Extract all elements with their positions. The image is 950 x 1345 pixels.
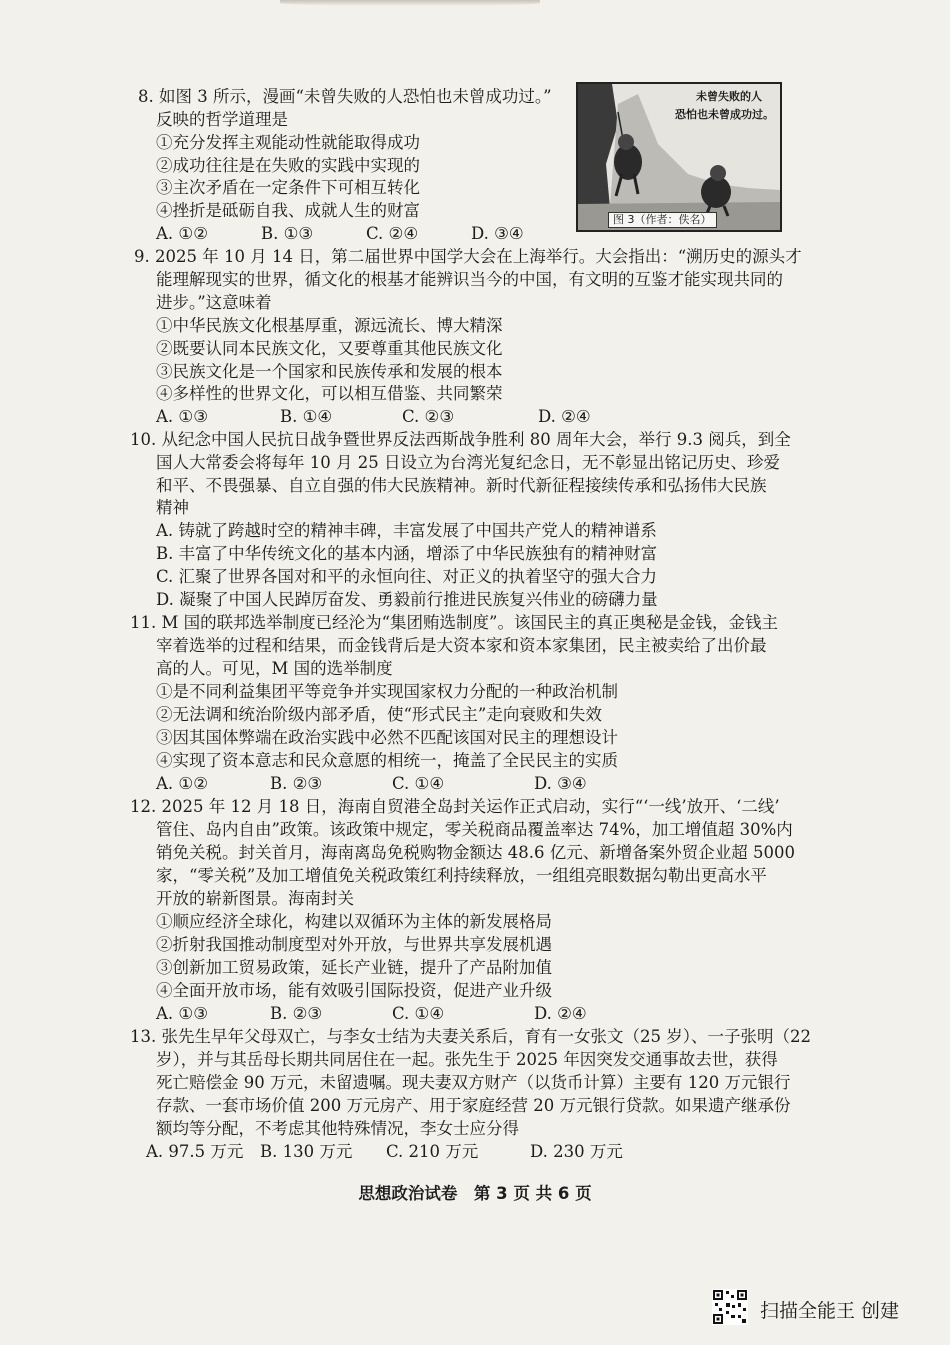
cartoon-text-line: 未曾失败的人 [696,90,762,103]
cartoon-drawing [578,84,780,230]
q9-line: ④多样性的世界文化，可以相互借鉴、共同繁荣 [156,384,503,403]
q12-line: 12. 2025 年 12 月 18 日，海南自贸港全岛封关运作正式启动，实行“‘一线’放开、‘二线’ [130,797,780,816]
q9-line: 能理解现实的世界，循文化的根基才能辨识当今的中国，有文明的互鉴才能实现共同的 [156,270,783,289]
q11-line: ③因其国体弊端在政治实践中必然不匹配该国对民主的理想设计 [156,728,618,747]
q12-line: 开放的崭新图景。海南封关 [156,889,354,908]
q10-option: A. 铸就了跨越时空的精神丰碑，丰富发展了中国共产党人的精神谱系 [156,521,657,540]
option-d: D. ③④ [471,224,524,243]
option-b: B. ②③ [270,1004,323,1023]
q9-line: ①中华民族文化根基厚重，源远流长、博大精深 [156,316,503,335]
q8-line: ③主次矛盾在一定条件下可相互转化 [156,178,420,197]
option-a: A. 97.5 万元 [146,1142,244,1161]
q8-line: ④挫折是砥砺自我、成就人生的财富 [156,201,420,220]
q12-line: ④全面开放市场，能有效吸引国际投资，促进产业升级 [156,981,552,1000]
q13-line: 岁），并与其岳母长期共同居住在一起。张先生于 2025 年因突发交通事故去世，获得 [156,1050,778,1069]
q10-line: 和平、不畏强暴、自立自强的伟大民族精神。新时代新征程接续传承和弘扬伟大民族 [156,476,767,495]
option-d: D. ③④ [534,774,587,793]
option-d: D. 230 万元 [530,1142,623,1161]
option-c: C. ②③ [402,407,455,426]
option-b: B. ①③ [261,224,314,243]
option-a: A. ①② [156,774,208,793]
q12-line: ②折射我国推动制度型对外开放，与世界共享发展机遇 [156,935,552,954]
q11-line: ④实现了资本意志和民众意愿的相统一，掩盖了全民民主的实质 [156,751,618,770]
option-a: A. ①③ [156,407,208,426]
q12-line: ①顺应经济全球化，构建以双循环为主体的新发展格局 [156,912,552,931]
option-a: A. ①② [156,224,208,243]
q12-line: ③创新加工贸易政策，延长产业链，提升了产品附加值 [156,958,552,977]
q10-line: 国人大常委会将每年 10 月 25 日设立为台湾光复纪念日，无不彰显出铭记历史、珍爱 [156,453,780,472]
q12-line: 管住、岛内自由”政策。该政策中规定，零关税商品覆盖率达 74%，加工增值超 30%内 [156,820,793,839]
scanner-label: 扫描全能王 创建 [760,1300,900,1322]
q10-line: 10. 从纪念中国人民抗日战争暨世界反法西斯战争胜利 80 周年大会，举行 9.3 阅兵，到全 [130,430,791,449]
top-shadow [280,0,540,6]
q13-line: 13. 张先生早年父母双亡，与李女士结为夫妻关系后，育有一女张文（25 岁）、一子张明（22 [130,1027,811,1046]
q10-option: D. 凝聚了中国人民踔厉奋发、勇毅前行推进民族复兴伟业的磅礴力量 [156,590,658,609]
q10-option: B. 丰富了中华传统文化的基本内涵，增添了中华民族独有的精神财富 [156,544,658,563]
q8-line: 8. 如图 3 所示，漫画“未曾失败的人恐怕也未曾成功过。” [138,87,552,106]
q11-line: 宰着选举的过程和结果，而金钱背后是大资本家和资本家集团，民主被卖给了出价最 [156,636,767,655]
cartoon-figure [576,82,782,232]
option-d: D. ②④ [534,1004,587,1023]
q9-line: 进步。”这意味着 [156,293,272,312]
q13-line: 死亡赔偿金 90 万元，未留遗嘱。现夫妻双方财产（以货币计算）主要有 120 万元银行 [156,1073,791,1092]
qr-code-icon [712,1289,748,1325]
page-footer: 思想政治试卷 第 3 页 共 6 页 [358,1184,592,1203]
q8-line: ②成功往往是在失败的实践中实现的 [156,156,420,175]
q8-line: 反映的哲学道理是 [156,110,288,129]
q11-line: 高的人。可见，M 国的选举制度 [156,659,393,678]
option-c: C. 210 万元 [386,1142,479,1161]
q9-line: ③民族文化是一个国家和民族传承和发展的根本 [156,362,503,381]
scanner-watermark [712,1289,942,1325]
q11-line: ②无法调和统治阶级内部矛盾，使“形式民主”走向衰败和失效 [156,705,602,724]
option-c: C. ①④ [392,1004,445,1023]
option-d: D. ②④ [538,407,591,426]
q12-line: 家，“零关税”及加工增值免关税政策红利持续释放，一组组亮眼数据勾勒出更高水平 [156,866,767,885]
option-b: B. 130 万元 [260,1142,353,1161]
option-a: A. ①③ [156,1004,208,1023]
option-c: C. ①④ [392,774,445,793]
q13-line: 额均等分配，不考虑其他特殊情况，李女士应分得 [156,1119,519,1138]
option-b: B. ①④ [280,407,333,426]
q10-option: C. 汇聚了世界各国对和平的永恒向往、对正义的执着坚守的强大合力 [156,567,658,586]
q11-line: 11. M 国的联邦选举制度已经沦为“集团贿选制度”。该国民主的真正奥秘是金钱，金钱主 [130,613,778,632]
option-c: C. ②④ [366,224,419,243]
cartoon-text-line: 恐怕也未曾成功过。 [675,108,774,121]
q10-line: 精神 [156,498,189,517]
q13-line: 存款、一套市场价值 200 万元房产、用于家庭经营 20 万元银行贷款。如果遗产继承份 [156,1096,791,1115]
q9-line: 9. 2025 年 10 月 14 日，第二届世界中国学大会在上海举行。大会指出：“溯历史的源头才 [134,247,802,266]
q11-line: ①是不同利益集团平等竞争并实现国家权力分配的一种政治机制 [156,682,618,701]
option-b: B. ②③ [270,774,323,793]
q8-line: ①充分发挥主观能动性就能取得成功 [156,133,420,152]
q12-line: 销免关税。封关首月，海南离岛免税购物金额达 48.6 亿元、新增备案外贸企业超 5000 [156,843,795,862]
figure-caption: 图 3（作者：佚名） [608,212,717,228]
q9-line: ②既要认同本民族文化，又要尊重其他民族文化 [156,339,503,358]
